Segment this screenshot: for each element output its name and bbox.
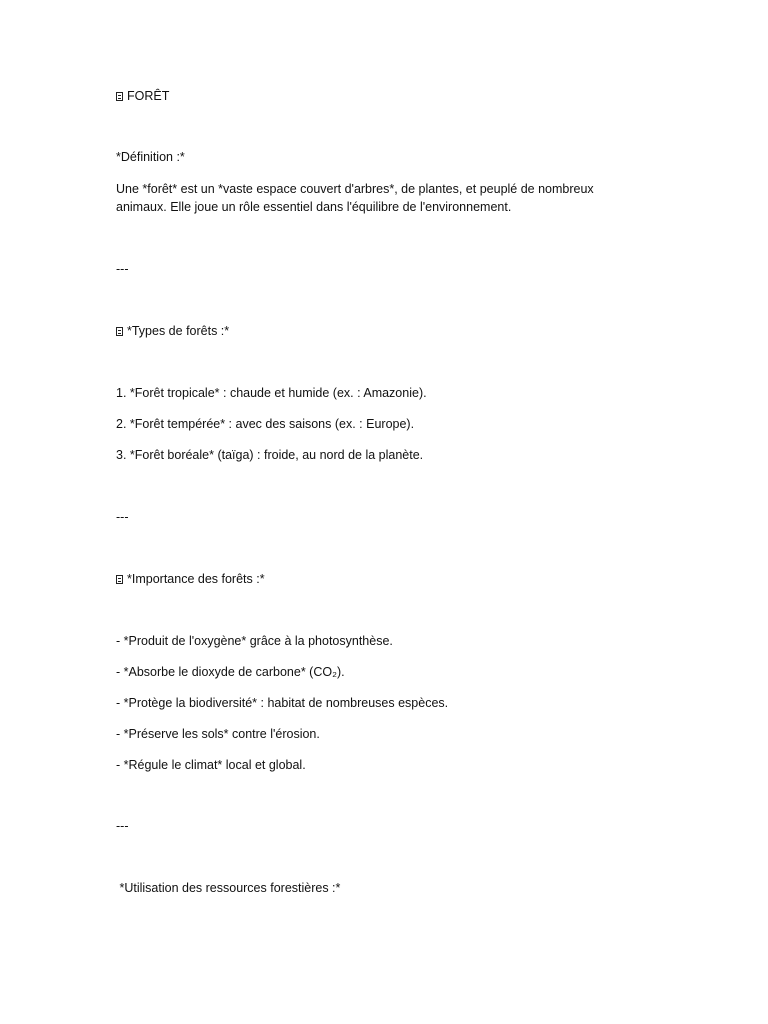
separator-1: ---: [116, 262, 129, 276]
missing-glyph-icon: [116, 92, 123, 101]
definition-heading: *Définition :*: [116, 150, 185, 164]
separator-3: ---: [116, 819, 129, 833]
types-heading-text: *Types de forêts :*: [127, 324, 230, 338]
list-item: 2. *Forêt tempérée* : avec des saisons (ex. : Europe).: [116, 417, 415, 431]
list-item: - *Absorbe le dioxyde de carbone* (CO₂).: [116, 665, 345, 679]
list-item: - *Protège la biodiversité* : habitat de nombreuses espèces.: [116, 696, 449, 710]
definition-paragraph: Une *forêt* est un *vaste espace couvert d'arbres*, de plantes, et peuplé de nombreux animaux. Elle joue un rôle essentiel dans l'équilibre de l'environnement.: [116, 182, 594, 214]
importance-heading: [116, 570, 265, 588]
separator-2: ---: [116, 510, 129, 524]
list-item: - *Régule le climat* local et global.: [116, 758, 306, 772]
list-item: 1. *Forêt tropicale* : chaude et humide (ex. : Amazonie).: [116, 386, 427, 400]
types-heading: [116, 322, 229, 340]
list-item: - *Préserve les sols* contre l'érosion.: [116, 727, 320, 741]
list-item: 3. *Forêt boréale* (taïga) : froide, au nord de la planète.: [116, 448, 424, 462]
missing-glyph-icon: [116, 327, 123, 336]
title-text: FORÊT: [127, 89, 170, 103]
utilisation-heading: *Utilisation des ressources forestières :*: [116, 881, 341, 895]
list-item: - *Produit de l'oxygène* grâce à la photosynthèse.: [116, 634, 393, 648]
document-title: [116, 87, 169, 105]
importance-heading-text: *Importance des forêts :*: [127, 572, 265, 586]
missing-glyph-icon: [116, 575, 123, 584]
